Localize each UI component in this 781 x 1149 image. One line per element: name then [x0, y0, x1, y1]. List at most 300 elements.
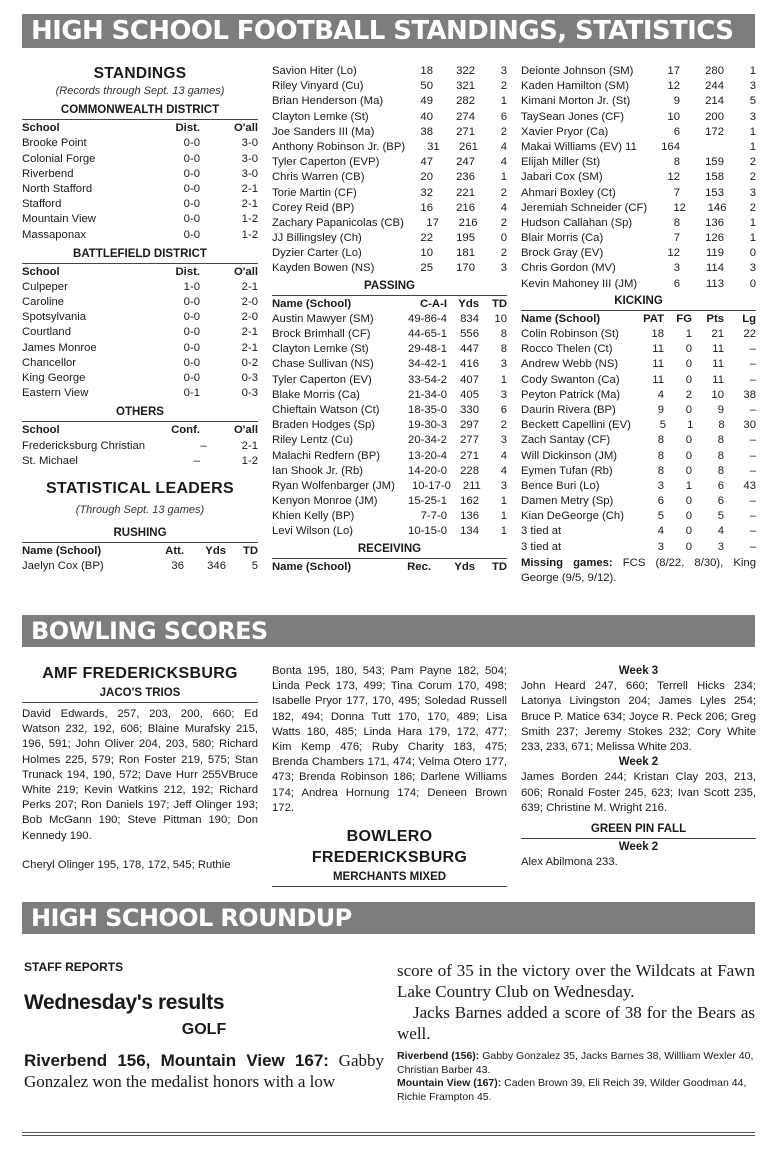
receiving-row-cell: 114 [705, 262, 724, 275]
kicking-row-cell: 9 [657, 403, 664, 416]
rushing-row-cell: 1 [500, 171, 507, 184]
kicking-row [521, 449, 756, 464]
kicking-row-cell: 3 [657, 479, 664, 492]
passing-row-cell: 2 [500, 419, 507, 432]
kicking-row-cell: 11 [652, 343, 664, 356]
rushing-row-cell: Corey Reid (BP) [272, 201, 355, 214]
football-banner: HIGH SCHOOL FOOTBALL STANDINGS, STATISTICS [22, 14, 755, 48]
rushing-row [272, 140, 507, 155]
kicking-row-cell: 18 [651, 328, 664, 340]
rushing-row-cell: 1 [500, 95, 507, 108]
rushing-row-cell: 170 [456, 262, 475, 275]
passing-row-cell: 4 [500, 464, 507, 477]
roundup-banner: HIGH SCHOOL ROUNDUP [22, 902, 755, 934]
kicking-row-cell: 8 [657, 449, 664, 462]
passing-row-cell: Levi Wilson (Lo) [272, 525, 353, 538]
receiving-row-cell: 2 [749, 201, 756, 214]
kicking-row [521, 540, 756, 555]
roundup-right [397, 960, 755, 1104]
receiving-row-cell: Brock Gray (EV) [521, 247, 604, 260]
receiving-header [272, 560, 507, 575]
golf-para2: Jacks Barnes added a score of 38 for the Bears as well. [397, 1003, 755, 1043]
bowling-banner: BOWLING SCORES [22, 615, 755, 647]
passing-row-cell: 19-30-3 [408, 419, 447, 432]
commonwealth-row-cell: 0-0 [183, 228, 200, 241]
passing-row-cell: Ryan Wolfenbarger (JM) [272, 479, 395, 492]
week3-heading: Week 3 [618, 665, 659, 677]
rushing-row-cell: 31 [427, 140, 440, 153]
kicking-row-cell: 0 [685, 525, 692, 538]
standings-title: STANDINGS [93, 65, 187, 82]
rushing-row-cell: 50 [420, 80, 433, 93]
passing-row-cell: 18-35-0 [408, 403, 447, 416]
receiving-row-cell: 6 [673, 277, 680, 290]
battlefield-row [22, 371, 258, 386]
receiving-row-cell: 1 [749, 65, 756, 77]
others-row [22, 439, 258, 454]
kicking-row-cell: Beckett Capellini (EV) [521, 419, 631, 432]
others-row-cell: – [193, 454, 200, 467]
kicking-row-cell: 11 [712, 343, 724, 356]
others-row-cell: Fredericksburg Christian [22, 439, 146, 452]
passing-row-cell: 228 [460, 464, 479, 477]
receiving-row-cell: 113 [705, 277, 724, 290]
rushing-header [22, 544, 258, 559]
battlefield-row [22, 341, 258, 356]
passing-row-cell: 7-7-0 [420, 510, 447, 523]
receiving-header-cell: Yds [454, 560, 475, 573]
receiving-row [521, 125, 756, 140]
commonwealth-row-cell: 2-1 [241, 182, 258, 195]
golf-lead-cont: score of 35 in the victory over the Wildcats at Fawn Lake Country Club on Wednesday. [397, 961, 755, 1001]
receiving-row-cell: 3 [749, 262, 756, 275]
passing-row-cell: 1 [500, 495, 507, 508]
commonwealth-row-cell: 1-2 [241, 228, 258, 241]
kicking-row-cell: 0 [685, 343, 692, 356]
green-pin-heading: GREEN PIN FALL [521, 820, 756, 839]
kicking-row-cell: 0 [685, 510, 692, 523]
receiving-row-cell: 7 [673, 186, 680, 199]
rushing-row-cell: 247 [456, 156, 475, 169]
commonwealth-row [22, 167, 258, 182]
commonwealth-heading: COMMONWEALTH DISTRICT [22, 101, 258, 120]
commonwealth-row [22, 136, 258, 151]
receiving-row-cell: Jeremiah Schneider (CF) [521, 201, 648, 214]
passing-row-cell: Braden Hodges (Sp) [272, 419, 375, 432]
rushing-row-cell: 274 [456, 110, 475, 123]
battlefield-row [22, 356, 258, 371]
others-header-cell: School [22, 424, 60, 437]
commonwealth-row-cell: Mountain View [22, 213, 96, 226]
kicking-row-cell: – [749, 525, 756, 538]
kicking-row-cell: 0 [685, 373, 692, 386]
passing-row-cell: 1 [500, 510, 507, 523]
receiving-row [521, 277, 756, 292]
battlefield-row [22, 295, 258, 310]
kicking-row-cell: 1 [685, 479, 692, 492]
kicking-row-cell: – [749, 495, 756, 508]
rushing-row-cell: 4 [500, 156, 507, 169]
passing-row-cell: 134 [460, 525, 479, 538]
passing-row [272, 433, 507, 448]
passing-header [272, 297, 507, 312]
kicking-row [521, 388, 756, 403]
commonwealth-row-cell: Massaponax [22, 228, 87, 241]
kicking-row-cell: 3 tied at [521, 525, 562, 538]
commonwealth-row [22, 197, 258, 212]
rushing-row-cell: 346 [207, 560, 226, 573]
passing-row-cell: 6 [500, 403, 507, 416]
passing-row [272, 449, 507, 464]
rushing-row [272, 231, 507, 246]
rushing-row-cell: 2 [500, 80, 507, 93]
passing-row-cell: 447 [460, 343, 479, 356]
rushing-row-cell: 17 [426, 216, 439, 229]
kicking-header-cell: Pts [706, 312, 724, 325]
receiving-row-cell: 3 [749, 186, 756, 199]
others-header [22, 423, 258, 438]
receiving-row-cell: Elijah Miller (St) [521, 156, 601, 169]
rushing-row-cell: 2 [500, 125, 507, 138]
kicking-row-cell: – [749, 510, 756, 523]
passing-row-cell: Tyler Caperton (EV) [272, 373, 372, 386]
receiving-row-cell: 2 [749, 156, 756, 169]
battlefield-row-cell: James Monroe [22, 341, 97, 354]
kicking-heading: KICKING [521, 292, 756, 311]
receiving-row-cell: Deionte Johnson (SM) [521, 65, 634, 77]
commonwealth-row-cell: Stafford [22, 198, 62, 211]
passing-row [272, 464, 507, 479]
others-row-cell: St. Michael [22, 454, 78, 467]
kicking-row-cell: 0 [685, 358, 692, 371]
others-row-cell: 1-2 [241, 454, 258, 467]
kicking-row-cell: 8 [717, 464, 724, 477]
kicking-header-cell: Lg [742, 312, 756, 325]
passing-header-cell: C-A-I [420, 297, 447, 310]
amf-results: David Edwards, 257, 203, 200, 660; Ed Watson 232, 192, 606; Blaine Murafsky 215, 196, 591; John Oliver 204, 203, 580; Richard Holmes 225, 579; Ron Foster 219, 575; Stan Trunack 194, 190, 572; Dave Hurr 255VBruce White 219; Kevin Watkins 212, 192; Richard Perks 207; Ron Daniels 197; Jeff Olinger 193; Bob McGann 190; Steve Pittman 190; Don Kennedy 190. [22, 708, 258, 842]
battlefield-row-cell: 0-0 [183, 356, 200, 369]
rushing-row [272, 64, 507, 79]
rushing-row [272, 186, 507, 201]
kicking-row-cell: Cody Swanton (Ca) [521, 373, 620, 386]
battlefield-row-cell: 2-1 [241, 280, 258, 293]
kicking-row-cell: 2 [685, 388, 692, 401]
receiving-row [521, 94, 756, 109]
others-header-cell: Conf. [171, 424, 200, 437]
rushing-row [22, 559, 258, 574]
kicking-row-cell: Zach Santay (CF) [521, 434, 611, 447]
bowlero-title: BOWLERO FREDERICKSBURG [311, 828, 468, 867]
week2b-heading: Week 2 [618, 841, 659, 854]
kicking-row-cell: – [749, 403, 756, 416]
battlefield-row-cell: Culpeper [22, 280, 68, 293]
receiving-row-cell: 3 [749, 110, 756, 123]
rushing-row [272, 94, 507, 109]
battlefield-header-cell: Dist. [175, 265, 200, 278]
rushing-row-cell: Chris Warren (CB) [272, 171, 365, 184]
others-row-cell: – [200, 439, 207, 452]
passing-row-cell: Chase Sullivan (NS) [272, 358, 374, 371]
rushing-row-cell: 22 [420, 232, 433, 245]
kicking-row [521, 479, 756, 494]
passing-row-cell: 15-25-1 [408, 495, 447, 508]
rushing-row-cell: 0 [500, 232, 507, 245]
receiving-row-cell: 1 [749, 216, 756, 229]
rushing-row-cell: 16 [420, 201, 433, 214]
kicking-row-cell: 11 [652, 358, 664, 371]
receiving-row-cell: Kevin Mahoney III (JM) [521, 277, 638, 290]
rushing-row-cell: 3 [500, 65, 507, 77]
passing-row-cell: 33-54-2 [408, 373, 447, 386]
rushing-row-cell: Torie Martin (CF) [272, 186, 357, 199]
kicking-header [521, 312, 756, 327]
missing-games: Missing games: FCS (8/22, 8/30), King George (9/5, 9/12). [521, 556, 756, 585]
kicking-row-cell: 0 [685, 464, 692, 477]
passing-row-cell: 405 [460, 388, 479, 401]
battlefield-row-cell: Spotsylvania [22, 311, 87, 324]
kicking-row [521, 373, 756, 388]
passing-heading: PASSING [272, 277, 507, 296]
standings-note: (Records through Sept. 13 games) [55, 85, 225, 97]
rushing-row-cell: 261 [459, 140, 478, 153]
kicking-row-cell: 0 [685, 540, 692, 553]
rushing-row-cell: JJ Billingsley (Ch) [272, 232, 362, 245]
rushing-row-cell: 181 [456, 247, 475, 260]
passing-row [272, 312, 507, 327]
rushing-row-cell: 2 [500, 216, 507, 229]
week2-heading: Week 2 [618, 756, 659, 769]
battlefield-row-cell: 0-0 [183, 372, 200, 385]
kicking-row-cell: – [749, 373, 756, 386]
receiving-header-cell: Rec. [407, 560, 431, 573]
commonwealth-row-cell: 0-0 [183, 182, 200, 195]
battlefield-row [22, 280, 258, 295]
week3-results: John Heard 247, 660; Terrell Hicks 234; Latonya Livingston 204; James Lyles 254; Bruce P. Matice 634; Joyce R. Peck 206; Greg Smith 237; Jeremy Stokes 232; Cory White 233, 233, 671; Melissa White 203. [521, 680, 756, 754]
passing-row-cell: Malachi Redfern (BP) [272, 449, 380, 462]
rushing-row-cell: Kayden Bowen (NS) [272, 262, 375, 275]
kicking-row-cell: 5 [717, 510, 724, 523]
receiving-row-cell: 17 [667, 65, 680, 77]
receiving-row-cell: 153 [705, 186, 724, 199]
receiving-row-cell: 158 [705, 171, 724, 184]
battlefield-row-cell: 0-2 [241, 356, 258, 369]
rushing-row [272, 201, 507, 216]
kicking-row [521, 357, 756, 372]
receiving-row-cell: 1 [749, 232, 756, 245]
receiving-header-cell: TD [491, 560, 507, 573]
battlefield-row [22, 386, 258, 401]
receiving-row-cell: 126 [705, 232, 724, 245]
battlefield-row-cell: 2-1 [241, 341, 258, 354]
passing-row-cell: 1 [500, 373, 507, 386]
passing-row [272, 327, 507, 342]
kicking-row [521, 327, 756, 342]
week2-results: James Borden 244; Kristan Clay 203, 213, 606; Ronald Foster 245, 623; Ivan Scott 235, 639; Christine M. Wright 216. [521, 771, 756, 814]
rushing-row [272, 170, 507, 185]
kicking-header-cell: FG [676, 312, 692, 325]
kicking-row-cell: Colin Robinson (St) [521, 328, 619, 340]
passing-row-cell: 13-20-4 [408, 449, 447, 462]
passing-row-cell: Chieftain Watson (Ct) [272, 403, 380, 416]
kicking-row-cell: 3 [657, 540, 664, 553]
passing-row [272, 403, 507, 418]
passing-row-cell: 20-34-2 [408, 434, 447, 447]
kicking-row-cell: 3 tied at [521, 540, 562, 553]
amf-results-cont: Cheryl Olinger 195, 178, 172, 545; Ruthie [22, 859, 231, 871]
receiving-row-cell: Kaden Hamilton (SM) [521, 80, 629, 93]
passing-row-cell: 14-20-0 [408, 464, 447, 477]
kicking-row-cell: – [749, 464, 756, 477]
kicking-row-cell: Peyton Patrick (Ma) [521, 388, 621, 401]
kicking-row-cell: Andrew Webb (NS) [521, 358, 619, 371]
passing-row [272, 357, 507, 372]
receiving-row-cell: Blair Morris (Ca) [521, 232, 604, 245]
passing-row-cell: 10-17-0 [411, 479, 451, 492]
battlefield-row [22, 310, 258, 325]
receiving-row-cell: 1 [749, 125, 756, 138]
rushing-row-cell: Zachary Papanicolas (CB) [272, 216, 404, 229]
rushing-header-cell: Yds [205, 545, 226, 558]
battlefield-row-cell: 2-0 [241, 296, 258, 309]
receiving-row-cell: 0 [749, 277, 756, 290]
amf-title: AMF FREDERICKSBURG [42, 665, 238, 682]
kicking-row-cell: 4 [717, 525, 724, 538]
rushing-row-cell: 3 [500, 262, 507, 275]
passing-row-cell: 407 [460, 373, 479, 386]
passing-row-cell: 44-65-1 [408, 328, 447, 340]
passing-row-cell: 8 [500, 343, 507, 356]
rushing-row-cell: 216 [458, 216, 478, 229]
passing-row-cell: Brock Brimhall (CF) [272, 328, 371, 340]
commonwealth-row-cell: 0-0 [183, 213, 200, 226]
passing-row [272, 524, 507, 539]
commonwealth-row-cell: 0-0 [183, 167, 200, 180]
passing-header-cell: Name (School) [272, 297, 352, 310]
rushing-row-cell: Riley Vinyard (Cu) [272, 80, 364, 93]
receiving-row-cell: 214 [705, 95, 724, 108]
passing-row-cell: 162 [460, 495, 479, 508]
passing-row-cell: 10-15-0 [408, 525, 447, 538]
passing-row [272, 388, 507, 403]
passing-row-cell: 49-86-4 [408, 312, 447, 325]
receiving-row-cell: 280 [705, 65, 724, 77]
passing-row-cell: 416 [460, 358, 479, 371]
passing-row-cell: 29-48-1 [408, 343, 447, 356]
rushing-row-cell: Brian Henderson (Ma) [272, 95, 384, 108]
commonwealth-row [22, 182, 258, 197]
passing-row-cell: 556 [460, 328, 479, 340]
rushing-row-cell: Dyzier Carter (Lo) [272, 247, 362, 260]
rushing-row-cell: 2 [500, 247, 507, 260]
receiving-row [521, 231, 756, 246]
kicking-row-cell: 0 [685, 403, 692, 416]
battlefield-row-cell: 0-3 [241, 372, 258, 385]
receiving-row [521, 64, 756, 79]
receiving-row-cell: Makai Williams (EV) 11 [521, 140, 637, 153]
receiving-row-cell: 7 [673, 232, 680, 245]
kicking-row-cell: 10 [711, 388, 724, 401]
receiving-row-cell: 3 [673, 262, 680, 275]
others-row [22, 454, 258, 469]
kicking-row-cell: 8 [657, 464, 664, 477]
receiving-row-cell: 1 [749, 140, 756, 153]
rushing-row-cell: 38 [420, 125, 433, 138]
golf-heading: GOLF [181, 1021, 227, 1039]
receiving-row-cell: 244 [705, 80, 724, 93]
rushing-row [272, 216, 507, 231]
receiving-row [521, 261, 756, 276]
kicking-row-cell: Eymen Tufan (Rb) [521, 464, 613, 477]
kicking-row-cell: 38 [743, 388, 756, 401]
standings-column [22, 64, 258, 575]
commonwealth-row-cell: 3-0 [241, 167, 258, 180]
battlefield-row [22, 325, 258, 340]
passing-header-cell: TD [491, 297, 507, 310]
receiving-heading: RECEIVING [272, 540, 507, 559]
receiving-row [521, 140, 756, 155]
passing-row-cell: Riley Lentz (Cu) [272, 434, 353, 447]
merchants-heading: MERCHANTS MIXED [272, 868, 507, 887]
kicking-row-cell: 1 [685, 328, 692, 340]
commonwealth-row-cell: 0-0 [183, 137, 200, 150]
commonwealth-row-cell: 3-0 [241, 152, 258, 165]
kicking-row-cell: 5 [657, 510, 664, 523]
passing-row-cell: Khien Kelly (BP) [272, 510, 355, 523]
kicking-row-cell: 11 [652, 373, 664, 386]
riverbend-scores: Riverbend (156): Gabby Gonzalez 35, Jacks Barnes 38, Willliam Wexler 40, Christian Barber 43. [397, 1050, 754, 1076]
rushing-row-cell: Savion Hiter (Lo) [272, 65, 357, 77]
rushing-row-cell: 236 [456, 171, 475, 184]
commonwealth-header-cell: O'all [233, 122, 258, 135]
receiving-row-cell: TaySean Jones (CF) [521, 110, 624, 123]
kicking-row-cell: 43 [743, 479, 756, 492]
rushing-row-cell: Anthony Robinson Jr. (BP) [272, 140, 406, 153]
kicking-row-cell: Daurin Rivera (BP) [521, 403, 616, 416]
battlefield-header-cell: O'all [233, 265, 258, 278]
passing-row [272, 418, 507, 433]
kicking-row-cell: 3 [717, 540, 724, 553]
receiving-row [521, 216, 756, 231]
passing-row-cell: 3 [500, 388, 507, 401]
receiving-row-cell [680, 140, 724, 155]
commonwealth-header [22, 121, 258, 136]
kicking-row-cell: 8 [717, 449, 724, 462]
kicking-row [521, 342, 756, 357]
rushing-row-cell: Tyler Caperton (EVP) [272, 156, 380, 169]
rushing-row-cell: 4 [500, 140, 507, 153]
kicking-header-cell: Name (School) [521, 312, 601, 325]
others-row-cell: 2-1 [241, 439, 258, 452]
rushing-row-cell: 20 [420, 171, 433, 184]
bowling-column-1 [22, 664, 258, 844]
bowling-column-1b [22, 858, 258, 874]
rushing-row-cell: 4 [500, 201, 507, 214]
kicking-row-cell: 11 [712, 373, 724, 386]
kicking-row-cell: 0 [685, 434, 692, 447]
rushing-row [272, 246, 507, 261]
kicking-row [521, 494, 756, 509]
kicking-row-cell: Will Dickinson (JM) [521, 449, 618, 462]
battlefield-row-cell: 0-0 [183, 296, 200, 309]
receiving-row [521, 246, 756, 261]
golf-lead: Riverbend 156, Mountain View 167: Gabby Gonzalez won the medalist honors with a low [24, 1050, 385, 1091]
receiving-row-cell: Xavier Pryor (Ca) [521, 125, 609, 138]
rushing-row-cell: 216 [456, 201, 475, 214]
receiving-row-cell: 146 [707, 201, 727, 214]
battlefield-row-cell: Courtland [22, 326, 71, 339]
kicking-row-cell: 4 [657, 525, 664, 538]
receiving-row-cell: 172 [705, 125, 724, 138]
